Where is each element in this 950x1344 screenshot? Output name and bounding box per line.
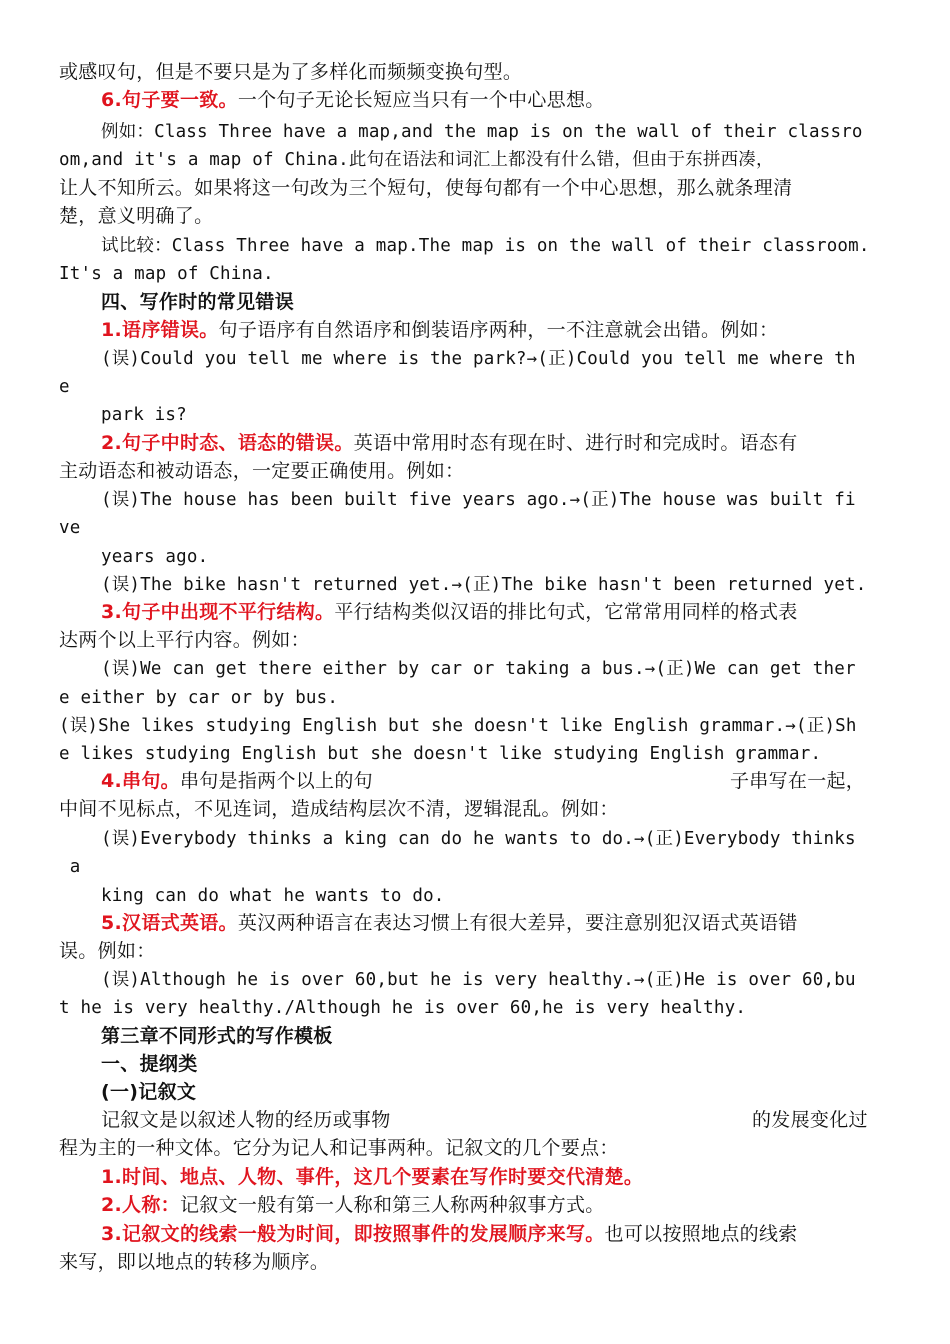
example-line: (误)The house has been built five years ago.→(正)The house was built fi [101, 490, 856, 510]
subsection-heading: (一)记叙文 [101, 1081, 197, 1103]
point-text: 英语中常用时态有现在时、进行时和完成时。语态有 [353, 432, 798, 454]
text-line: 子串写在一起， [730, 770, 866, 792]
point-text: 英汉两种语言在表达习惯上有很大差异，要注意别犯汉语式英语错 [237, 912, 798, 934]
text-line: 让人不知所云。如果将这一句改为三个短句，使每句都有一个中心思想，那么就条理清 [59, 177, 793, 199]
point-text: 也可以按照地点的线索 [604, 1223, 798, 1245]
point-heading: 2.句子中时态、语态的错误。 [101, 432, 354, 454]
point-heading: 5.汉语式英语。 [101, 912, 238, 934]
example-line: 例如：Class Three have a map,and the map is on the wall of their classro [101, 122, 863, 142]
section-heading: 一、提纲类 [101, 1053, 198, 1075]
section-heading: 四、写作时的常见错误 [101, 291, 295, 313]
example-line: It's a map of China. [59, 264, 274, 284]
text-line: 误。例如： [59, 940, 156, 962]
text-line: 的发展变化过 [752, 1109, 868, 1131]
example-line: years ago. [101, 547, 209, 567]
point-text: 记叙文一般有第一人称和第三人称两种叙事方式。 [179, 1194, 605, 1216]
example-line: (误)She likes studying English but she doesn't like English grammar.→(正)Sh [59, 716, 857, 736]
point-heading: 4.串句。 [101, 770, 180, 792]
text-line: 主动语态和被动语态，一定要正确使用。例如： [59, 460, 465, 482]
example-line: (误)Although he is over 60,but he is very healthy.→(正)He is over 60,bu [101, 970, 856, 990]
point-heading: 3.记叙文的线索一般为时间，即按照事件的发展顺序来写。 [101, 1223, 605, 1245]
point-text: 一个句子无论长短应当只有一个中心思想。 [237, 89, 605, 111]
example-line: (误)Could you tell me where is the park?→(正)Could you tell me where th [101, 349, 856, 369]
example-line: 试比较：Class Three have a map.The map is on the wall of their classroom. [101, 236, 870, 256]
text-line [101, 909, 798, 937]
text-line: 来写，即以地点的转移为顺序。 [59, 1251, 330, 1273]
text-line [101, 429, 798, 457]
text-line: 达两个以上平行内容。例如： [59, 629, 310, 651]
point-heading: 6.句子要一致。 [101, 89, 238, 111]
text-line [101, 316, 778, 344]
text-line [101, 1220, 798, 1248]
point-heading: 2.人称： [101, 1194, 180, 1216]
example-line: (误)We can get there either by car or taking a bus.→(正)We can get ther [101, 659, 856, 679]
text-line: 记叙文是以叙述人物的经历或事物 [101, 1109, 391, 1131]
text-line: 或感叹句，但是不要只是为了多样化而频频变换句型。 [59, 61, 523, 83]
example-line: (误)The bike hasn't returned yet.→(正)The bike hasn't been returned yet. [101, 575, 867, 595]
example-line: king can do what he wants to do. [101, 886, 445, 906]
text-line [101, 767, 373, 795]
example-line: (误)Everybody thinks a king can do he wants to do.→(正)Everybody thinks [101, 829, 856, 849]
example-line: e either by car or by bus. [59, 688, 339, 708]
point-text: 平行结构类似汉语的排比句式，它常常用同样的格式表 [334, 601, 798, 623]
example-line: e [59, 377, 70, 397]
text-line [101, 1163, 643, 1191]
example-line: e likes studying English but she doesn't like studying English grammar. [59, 744, 822, 764]
text-line: 中间不见标点，不见连词，造成结构层次不清，逻辑混乱。例如： [59, 798, 619, 820]
point-text: 句子语序有自然语序和倒装语序两种，一不注意就会出错。例如： [218, 319, 779, 341]
point-heading: 1.时间、地点、人物、事件，这几个要素在写作时要交代清楚。 [101, 1166, 644, 1188]
point-text: 串句是指两个以上的句 [179, 770, 373, 792]
point-heading: 3.句子中出现不平行结构。 [101, 601, 335, 623]
chapter-heading: 第三章不同形式的写作模板 [101, 1025, 333, 1047]
example-line: t he is very healthy./Although he is over 60,he is very healthy. [59, 998, 747, 1018]
example-line: ve [59, 518, 81, 538]
text-line [101, 86, 605, 114]
example-line: park is? [101, 405, 187, 425]
point-heading: 1.语序错误。 [101, 319, 219, 341]
text-line [101, 598, 798, 626]
text-line: 楚，意义明确了。 [59, 205, 214, 227]
text-line [101, 1191, 605, 1219]
example-line: om,and it's a map of China.此句在语法和词汇上都没有什么错，但由于东拼西凑， [59, 150, 774, 170]
text-line: 程为主的一种文体。它分为记人和记事两种。记叙文的几个要点： [59, 1137, 619, 1159]
example-line: a [59, 857, 81, 877]
